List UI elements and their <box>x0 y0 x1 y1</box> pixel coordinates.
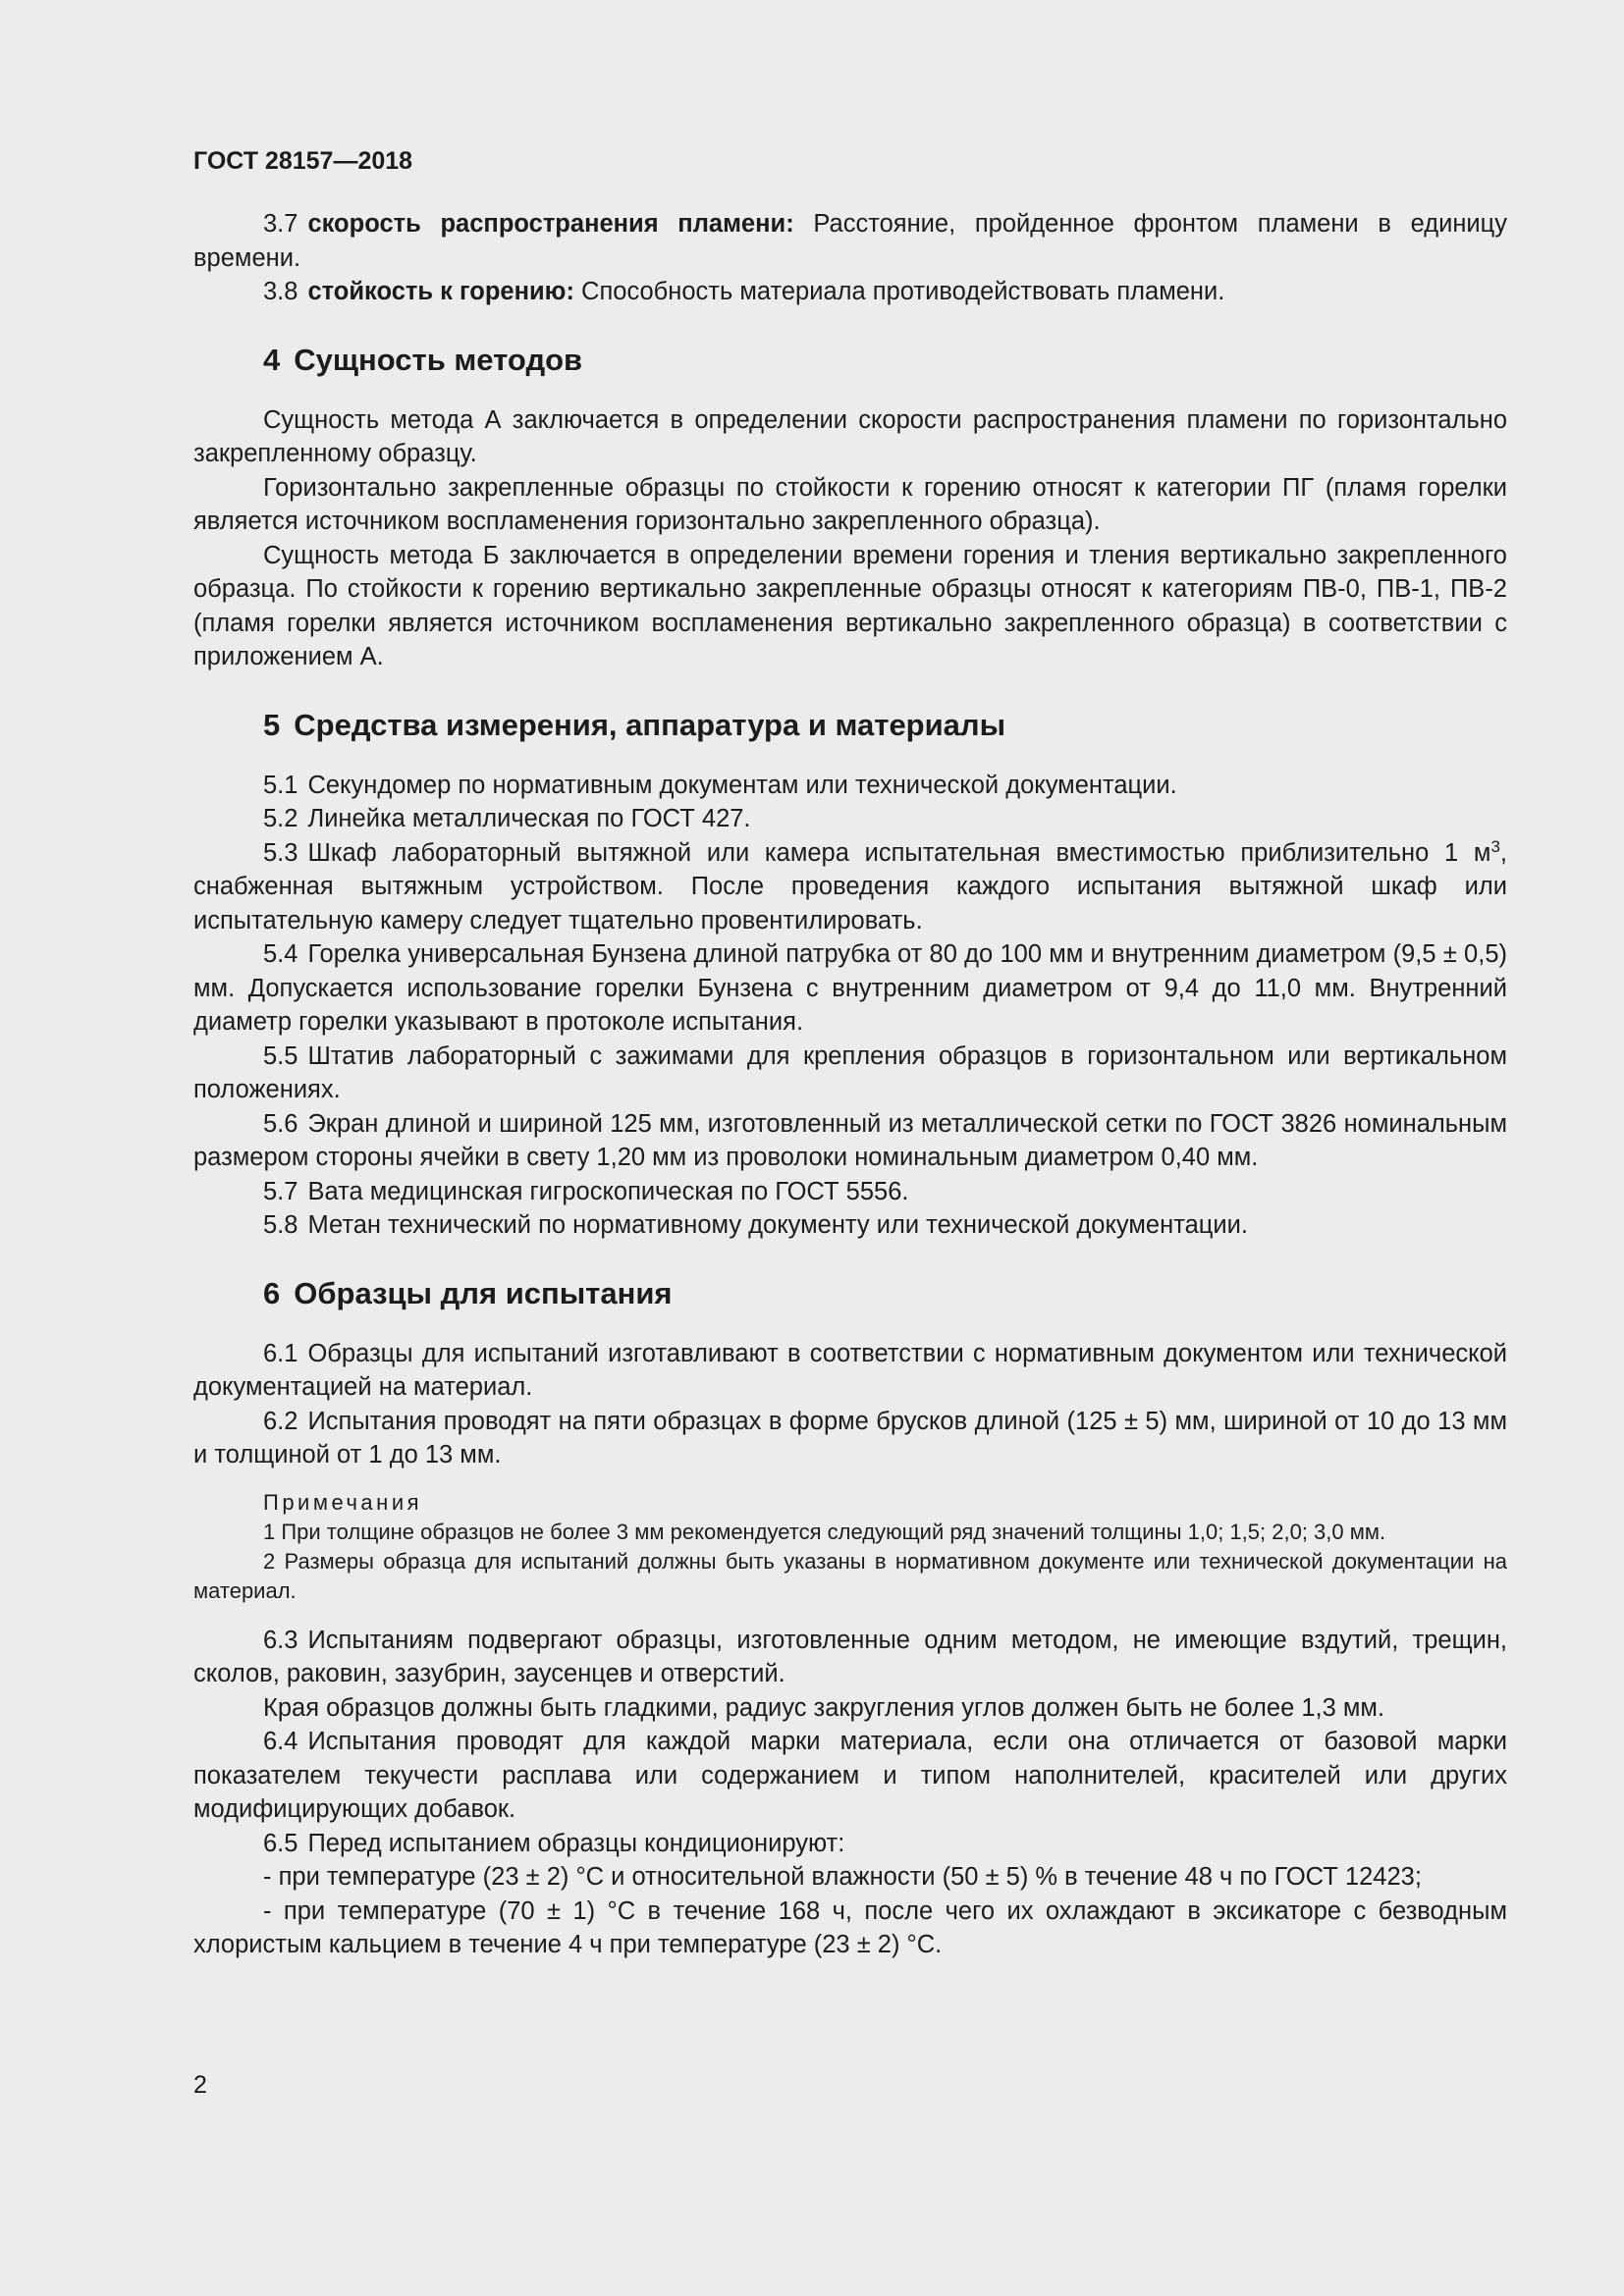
note-2: 2 Размеры образца для испытаний должны быть указаны в нормативном документе или технической документации на материал. <box>193 1548 1507 1603</box>
term-3-8: 3.8 стойкость к горению: Способность материала противодействовать пламени. <box>263 278 1225 305</box>
clause-5-8: 5.8 Метан технический по нормативному документу или технической документации. <box>263 1211 1248 1239</box>
clause-6-1: 6.1 Образцы для испытаний изготавливают в соответствии с нормативным документом или технической документацией на материал. <box>193 1339 1507 1401</box>
paragraph: Горизонтально закрепленные образцы по стойкости к горению относят к категории ПГ (пламя горелки является источником воспламенения горизонтально закрепленного образца). <box>193 473 1507 535</box>
list-item: - при температуре (23 ± 2) °С и относительной влажности (50 ± 5) % в течение 48 ч по ГОСТ 12423; <box>263 1863 1422 1891</box>
clause-5-5: 5.5 Штатив лабораторный с зажимами для крепления образцов в горизонтальном или вертикальном положениях. <box>193 1041 1507 1103</box>
clause-6-3: 6.3 Испытаниям подвергают образцы, изготовленные одним методом, не имеющие вздутий, трещин, сколов, раковин, зазубрин, заусенцев и отверстий. <box>193 1626 1507 1687</box>
term-name: стойкость к горению: <box>307 278 574 305</box>
clause-6-4: 6.4 Испытания проводят для каждой марки материала, если она отличается от базовой марки показателем текучести расплава или содержанием и типом наполнителей, красителей или других модифицирующих добавок. <box>193 1728 1507 1823</box>
page-number: 2 <box>193 2071 207 2099</box>
notes-title: Примечания <box>263 1489 423 1515</box>
section-5-heading: 5 Средства измерения, аппаратура и материалы <box>263 707 1006 742</box>
paragraph: Края образцов должны быть гладкими, радиус закругления углов должен быть не более 1,3 мм. <box>263 1693 1385 1722</box>
list-item: - при температуре (70 ± 1) °С в течение 168 ч, после чего их охлаждают в эксикаторе с безводным хлористым кальцием в течение 4 ч при температуре (23 ± 2) °С. <box>193 1896 1507 1958</box>
clause-5-6: 5.6 Экран длиной и шириной 125 мм, изготовленный из металлической сетки по ГОСТ 3826 номинальным размером стороны ячейки в свету 1,20 мм из проволоки номинальным диаметром 0,40 мм. <box>193 1109 1507 1171</box>
standard-designation: ГОСТ 28157—2018 <box>193 147 413 175</box>
paragraph: Сущность метода Б заключается в определении времени горения и тления вертикально закрепленного образца. По стойкости к горению вертикально закрепленные образцы относят к категориям ПВ-0, ПВ-1, ПВ-2 (пламя горелки является источником воспламенения вертикально закрепленного образца) в соответствии с приложением А. <box>193 541 1507 670</box>
term-3-7: 3.7 скорость распространения пламени: Расстояние, пройденное фронтом пламени в единицу времени. <box>193 210 1507 272</box>
clause-6-2: 6.2 Испытания проводят на пяти образцах в форме брусков длиной (125 ± 5) мм, шириной от 10 до 13 мм и толщиной от 1 до 13 мм. <box>193 1407 1507 1468</box>
clause-5-3: 5.3 Шкаф лабораторный вытяжной или камера испытательная вместимостью приблизительно 1 $м^3$, снабженная вытяжным устройством. После проведения каждого испытания вытяжной шкаф или испытательную камеру следует тщательно провентилировать. <box>193 836 1507 934</box>
note-1: 1 При толщине образцов не более 3 мм рекомендуется следующий ряд значений толщины 1,0; 1,5; 2,0; 3,0 мм. <box>263 1519 1386 1544</box>
paragraph: Сущность метода А заключается в определении скорости распространения пламени по горизонтально закрепленному образцу. <box>193 405 1507 467</box>
term-name: скорость распространения пламени: <box>307 210 794 238</box>
section-6-heading: 6 Образцы для испытания <box>263 1275 673 1310</box>
document-page <box>193 147 1507 1962</box>
clause-6-5: 6.5 Перед испытанием образцы кондиционируют: <box>263 1829 845 1857</box>
clause-5-1: 5.1 Секундомер по нормативным документам или технической документации. <box>263 771 1177 799</box>
section-4-heading: 4 Сущность методов <box>263 342 583 377</box>
clause-5-4: 5.4 Горелка универсальная Бунзена длиной патрубка от 80 до 100 мм и внутренним диаметром (9,5 ± 0,5) мм. Допускается использование горелки Бунзена с внутренним диаметром от 9,4 до 11,0 мм. Внутренний диаметр горелки указывают в протоколе испытания. <box>193 940 1507 1036</box>
clause-5-2: 5.2 Линейка металлическая по ГОСТ 427. <box>263 805 751 832</box>
clause-5-7: 5.7 Вата медицинская гигроскопическая по ГОСТ 5556. <box>263 1177 909 1205</box>
